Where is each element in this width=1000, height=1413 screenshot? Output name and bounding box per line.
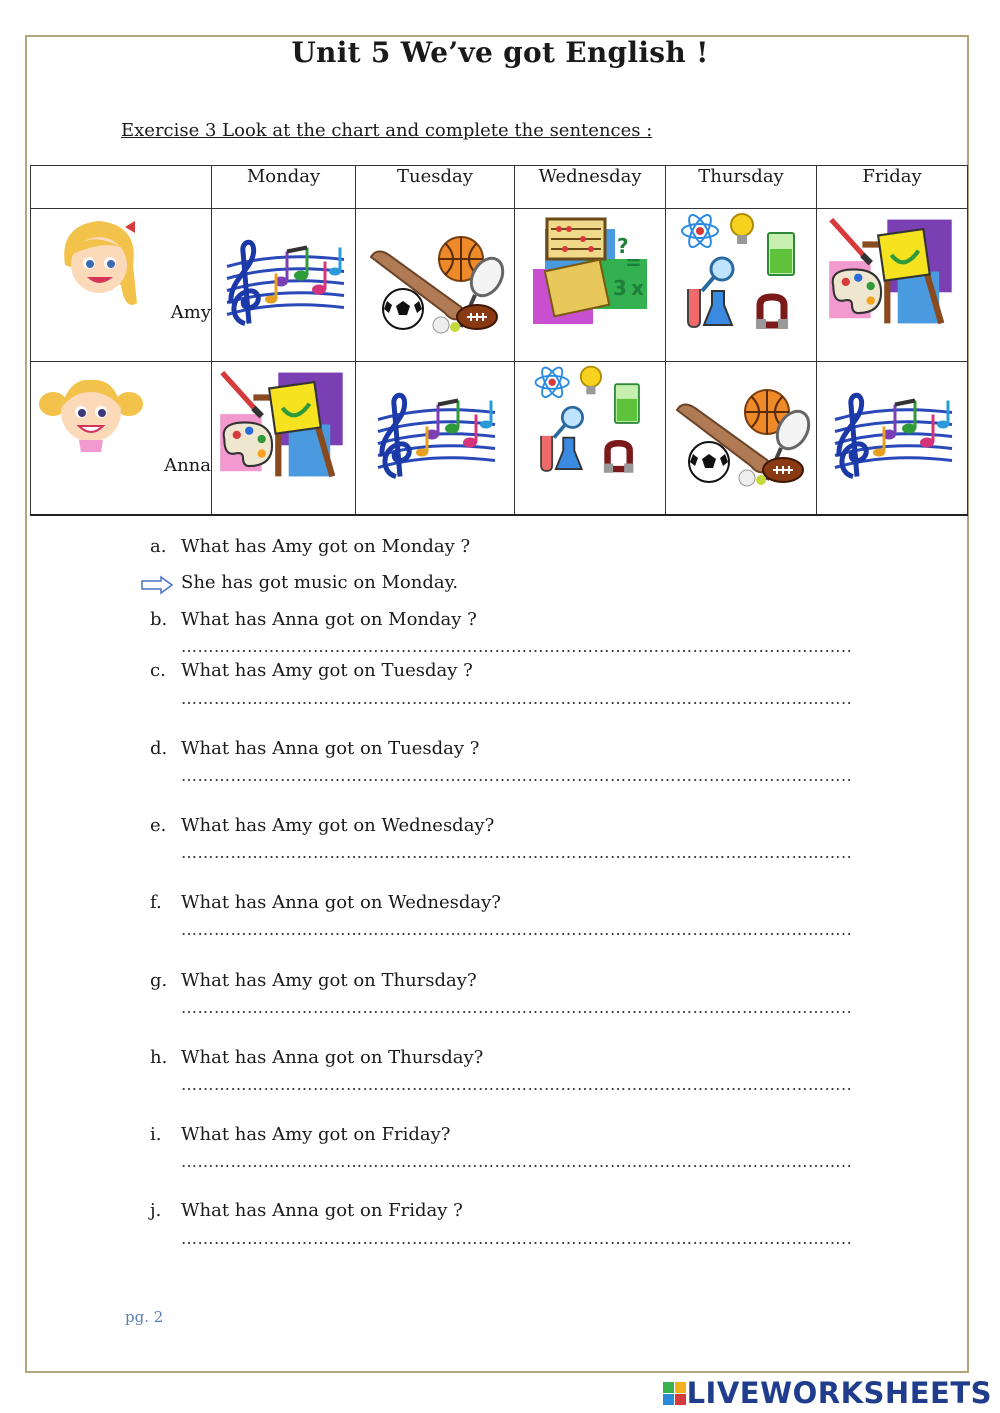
music-icon [827, 362, 957, 487]
liveworksheets-watermark: LIVEWORKSHEETS [663, 1376, 992, 1410]
question-j: j. What has Anna got on Friday ? [150, 1200, 463, 1221]
answer-line-f[interactable]: ………………………………………………………………………………………………………….. [181, 920, 853, 939]
amy-monday-cell [212, 209, 356, 362]
anna-friday-cell [817, 362, 968, 516]
answer-line-i[interactable]: ………………………………………………………………………………………………………….. [181, 1152, 853, 1171]
sports-icon [671, 362, 811, 492]
music-icon [219, 209, 349, 334]
question-a: a. What has Amy got on Monday ? [150, 536, 471, 557]
art-icon [216, 362, 351, 487]
anna-face-icon [39, 372, 143, 452]
science-icon [530, 362, 650, 482]
timetable-chart [30, 165, 968, 516]
day-header-friday: Friday [817, 166, 968, 209]
amy-tuesday-cell [356, 209, 515, 362]
amy-row [31, 209, 968, 362]
question-b: b. What has Anna got on Monday ? [150, 609, 477, 630]
anna-monday-cell [212, 362, 356, 516]
sports-icon [365, 209, 505, 339]
anna-tuesday-cell [356, 362, 515, 516]
art-icon [825, 209, 960, 334]
page-number: pg. 2 [125, 1308, 164, 1326]
anna-name-cell [31, 362, 212, 516]
anna-wednesday-cell [515, 362, 666, 516]
answer-line-j[interactable]: ………………………………………………………………………………………………………….. [181, 1229, 853, 1248]
maths-icon [525, 209, 655, 329]
answer-line-d[interactable]: ………………………………………………………………………………………………………….. [181, 766, 853, 785]
page-title: Unit 5 We’ve got English ! [291, 36, 709, 69]
logo-icon [663, 1382, 687, 1406]
amy-wednesday-cell [515, 209, 666, 362]
amy-name-label: Amy [170, 302, 211, 323]
anna-thursday-cell [666, 362, 817, 516]
answer-line-e[interactable]: ………………………………………………………………………………………………………….. [181, 843, 853, 862]
example-answer: She has got music on Monday. [181, 572, 459, 593]
amy-friday-cell [817, 209, 968, 362]
question-g: g. What has Amy got on Thursday? [150, 970, 477, 991]
answer-line-b[interactable]: ………………………………………………………………………………………………………….. [181, 637, 853, 656]
music-icon [370, 362, 500, 487]
day-header-thursday: Thursday [666, 166, 817, 209]
header-row [31, 166, 968, 209]
amy-face-icon [55, 215, 143, 315]
day-header-monday: Monday [212, 166, 356, 209]
answer-line-g[interactable]: ………………………………………………………………………………………………………….. [181, 998, 853, 1017]
question-c: c. What has Amy got on Tuesday ? [150, 660, 473, 681]
answer-line-c[interactable]: ………………………………………………………………………………………………………….. [181, 689, 853, 708]
amy-name-cell [31, 209, 212, 362]
question-d: d. What has Anna got on Tuesday ? [150, 738, 480, 759]
question-f: f. What has Anna got on Wednesday? [150, 892, 501, 913]
day-header-wednesday: Wednesday [515, 166, 666, 209]
anna-row [31, 362, 968, 516]
answer-line-h[interactable]: ………………………………………………………………………………………………………….. [181, 1075, 853, 1094]
exercise-instruction: Exercise 3 Look at the chart and complete the sentences : [121, 120, 653, 141]
amy-thursday-cell [666, 209, 817, 362]
question-i: i. What has Amy got on Friday? [150, 1124, 451, 1145]
arrow-right-icon [141, 576, 173, 594]
day-header-tuesday: Tuesday [356, 166, 515, 209]
question-e: e. What has Amy got on Wednesday? [150, 815, 495, 836]
science-icon [676, 209, 806, 339]
anna-name-label: Anna [164, 455, 211, 476]
question-h: h. What has Anna got on Thursday? [150, 1047, 484, 1068]
corner-cell [31, 166, 212, 209]
